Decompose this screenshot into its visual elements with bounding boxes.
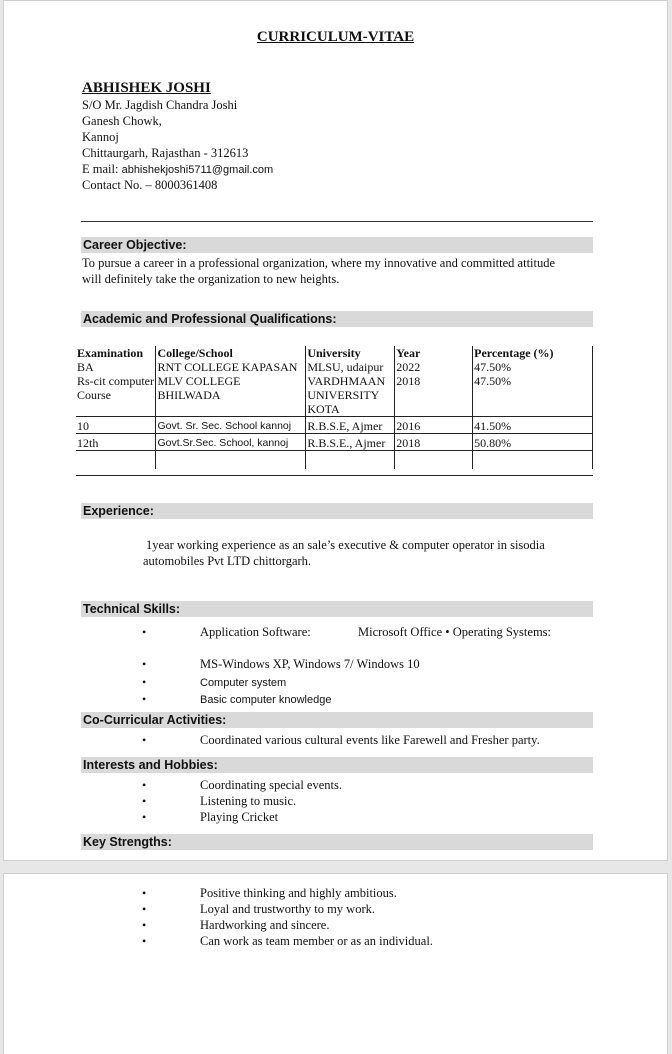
- skill-application-software: Application Software:: [200, 625, 311, 639]
- skill-windows: MS-Windows XP, Windows 7/ Windows 10: [200, 657, 420, 671]
- technical-skills-heading: Technical Skills:: [81, 601, 593, 617]
- table-row: [76, 374, 593, 417]
- column-header: College/School: [156, 346, 306, 360]
- key-strengths-heading: Key Strengths:: [81, 834, 593, 850]
- interest-item: Playing Cricket: [200, 810, 279, 824]
- email-label: E mail:: [82, 162, 119, 176]
- applicant-name: ABHISHEK JOSHI: [82, 80, 211, 96]
- contact-number: Contact No. – 8000361408: [82, 178, 218, 192]
- page-2: [3, 873, 668, 1054]
- bullet: •: [142, 886, 147, 900]
- table-cell: Govt. Sr. Sec. School kannoj: [156, 417, 306, 434]
- table-cell: MLV COLLEGE BHILWADA: [156, 374, 306, 417]
- skill-microsoft-office: Microsoft Office • Operating Systems:: [358, 625, 551, 639]
- father-name: S/O Mr. Jagdish Chandra Joshi: [82, 98, 238, 112]
- table-cell: 41.50%: [473, 417, 593, 434]
- bullet: •: [142, 657, 147, 671]
- skill-computer-system: Computer system: [200, 677, 287, 689]
- email-line: [82, 161, 273, 178]
- table-row: [76, 417, 593, 434]
- address-line-3: Chittaurgarh, Rajasthan - 312613: [82, 146, 249, 160]
- bullet: •: [142, 918, 147, 932]
- table-cell: R.B.S.E., Ajmer: [306, 434, 395, 451]
- qualifications-heading: Academic and Professional Qualifications:: [81, 311, 593, 327]
- email-value: abhishekjoshi5711@gmail.com: [121, 164, 274, 176]
- bullet: •: [142, 794, 147, 808]
- table-cell: 50.80%: [473, 434, 593, 451]
- co-curricular-heading: Co-Curricular Activities:: [81, 712, 593, 728]
- table-header-row: [76, 346, 593, 360]
- interest-item: Coordinating special events.: [200, 778, 342, 792]
- table-row: [76, 360, 593, 374]
- table-cell: 2022: [395, 360, 473, 374]
- table-cell: BA: [77, 360, 94, 374]
- table-bottom-border: [76, 475, 593, 476]
- bullet: •: [142, 934, 147, 948]
- skill-basic-knowledge: Basic computer knowledge: [200, 694, 332, 706]
- bullet: •: [142, 778, 147, 792]
- column-header: Year: [395, 346, 473, 360]
- co-curricular-item: Coordinated various cultural events like Farewell and Fresher party.: [200, 733, 540, 747]
- bullet: •: [142, 810, 147, 824]
- table-cell: 2018: [395, 374, 473, 417]
- bullet: •: [142, 902, 147, 916]
- bullet: •: [142, 733, 147, 747]
- column-header: University: [306, 346, 395, 360]
- strength-item: Can work as team member or as an individual.: [200, 934, 433, 948]
- table-row: [76, 434, 593, 451]
- table-cell: VARDHMAAN UNIVERSITY KOTA: [306, 374, 395, 417]
- table-cell: Govt.Sr.Sec. School, kannoj: [156, 434, 306, 451]
- qualifications-table: [76, 346, 593, 469]
- page-1: [3, 0, 668, 861]
- experience-heading: Experience:: [81, 503, 593, 519]
- bullet: •: [142, 625, 147, 639]
- divider: [81, 221, 593, 222]
- table-cell: 2016: [395, 417, 473, 434]
- interest-item: Listening to music.: [200, 794, 297, 808]
- objective-line-2: will definitely take the organization to new heights.: [82, 272, 340, 286]
- career-objective-heading: Career Objective:: [81, 237, 593, 253]
- table-row: [76, 451, 593, 469]
- strength-item: Positive thinking and highly ambitious.: [200, 886, 397, 900]
- table-cell: R.B.S.E, Ajmer: [306, 417, 395, 434]
- bullet: •: [142, 675, 147, 689]
- interests-heading: Interests and Hobbies:: [81, 757, 593, 773]
- column-header: Examination: [77, 346, 144, 360]
- table-cell: MLSU, udaipur: [306, 360, 395, 374]
- bullet: •: [142, 692, 147, 706]
- experience-line-1: 1year working experience as an sale’s executive & computer operator in sisodia: [146, 538, 545, 552]
- table-cell: RNT COLLEGE KAPASAN: [156, 360, 306, 374]
- strength-item: Loyal and trustworthy to my work.: [200, 902, 375, 916]
- strength-item: Hardworking and sincere.: [200, 918, 330, 932]
- table-cell: 47.50%: [473, 360, 593, 374]
- experience-line-2: automobiles Pvt LTD chittorgarh.: [143, 554, 312, 568]
- address-line-2: Kannoj: [82, 130, 119, 144]
- address-line-1: Ganesh Chowk,: [82, 114, 162, 128]
- table-cell: 10: [77, 419, 89, 433]
- table-cell: 47.50%: [473, 374, 593, 417]
- column-header: Percentage (%): [473, 346, 593, 360]
- table-cell: 2018: [395, 434, 473, 451]
- objective-line-1: To pursue a career in a professional organization, where my innovative and committed attitude: [82, 256, 556, 270]
- document-title: CURRICULUM-VITAE: [256, 29, 415, 45]
- table-cell: Rs-cit computer Course: [77, 374, 154, 402]
- table-cell: 12th: [77, 436, 99, 450]
